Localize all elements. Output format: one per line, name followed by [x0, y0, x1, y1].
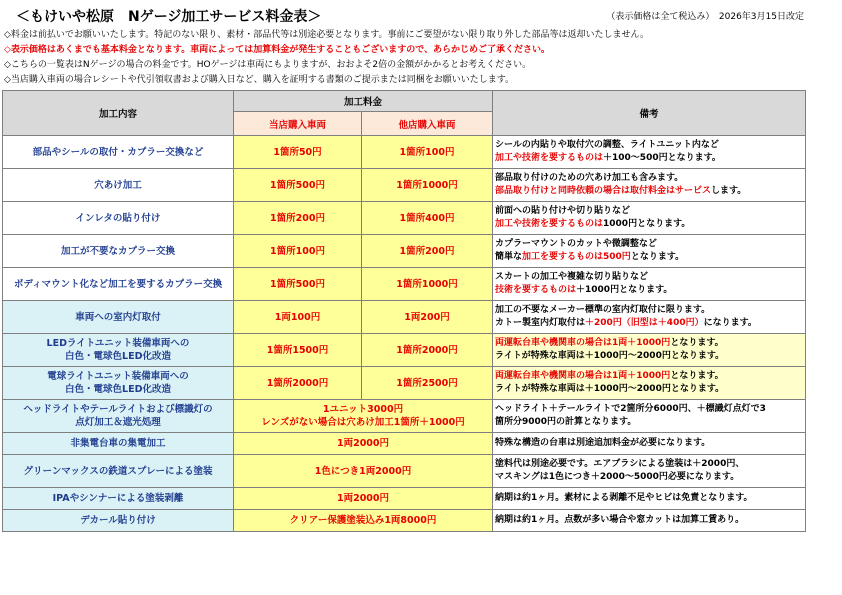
price-cell-other-store-purchase: 1箇所2000円	[362, 334, 493, 367]
service-name-text: 白色・電球色LED化改造	[65, 384, 171, 395]
remarks-line	[495, 416, 803, 429]
column-header-store-purchase: 当店購入車両	[234, 112, 362, 136]
price-cell-merged	[234, 510, 493, 532]
service-name-text: 部品やシールの取付・カプラー交換など	[32, 146, 204, 158]
remarks-text: スカートの加工や複雑な切り貼りなど	[495, 272, 649, 282]
service-name-text: インレタの貼り付け	[75, 212, 161, 224]
remarks-cell	[493, 268, 806, 301]
price-cell-merged	[234, 488, 493, 510]
column-header-remarks: 備考	[493, 91, 806, 136]
remarks-line	[495, 437, 803, 450]
service-name-text: 非集電台車の集電加工	[70, 438, 166, 449]
note-line: ◇料金は前払いでお願いいたします。特記のない限り、素材・部品代等は別途必要となります。事前にご要望がない限り取り外した部品等は返却いたしません。	[4, 30, 650, 40]
remarks-line	[495, 304, 803, 317]
remarks-text: となります。	[630, 252, 685, 262]
remarks-highlight-text: ＋200円（旧型は＋400円）	[585, 318, 704, 328]
table-row	[3, 169, 806, 202]
service-name-cell	[3, 202, 234, 235]
service-name-text: ボディマウント化など加工を要するカプラー交換	[13, 278, 223, 290]
price-cell-store-purchase: 1箇所50円	[234, 136, 362, 169]
service-name-cell	[3, 136, 234, 169]
price-cell-other-store-purchase: 1箇所1000円	[362, 268, 493, 301]
service-name-cell	[3, 488, 234, 510]
price-cell-store-purchase: 1箇所500円	[234, 169, 362, 202]
note-line: ◇こちらの一覧表はNゲージの場合の料金です。HOゲージは車両にもよりますが、おおよそ2倍の金額がかかるとお考えください。	[4, 60, 532, 70]
price-cell-other-store-purchase: 1箇所400円	[362, 202, 493, 235]
service-name-cell	[3, 268, 234, 301]
price-cell-other-store-purchase: 1箇所200円	[362, 235, 493, 268]
service-name-text: 車両への室内灯取付	[75, 311, 161, 323]
table-row	[3, 334, 806, 367]
service-name-text: グリーンマックスの鉄道スプレーによる塗装	[23, 465, 213, 477]
remarks-text: マスキングは1色につき＋2000～5000円必要になります。	[495, 472, 740, 482]
price-cell-store-purchase: 1箇所2000円	[234, 367, 362, 400]
price-cell-store-purchase: 1箇所100円	[234, 235, 362, 268]
price-text: 1両2000円	[336, 493, 390, 504]
remarks-highlight-text: 加工を要するものは500円	[522, 252, 631, 262]
price-text: 1ユニット3000円	[322, 404, 404, 415]
service-name-text: 電球ライトユニット装備車両への	[47, 371, 189, 382]
remarks-line	[495, 403, 803, 416]
page-title: ＜もけいや松原 Nゲージ加工サービス料金表＞	[16, 9, 322, 25]
remarks-text: 部品取り付けのための穴あけ加工も含みます。	[495, 173, 684, 183]
remarks-line	[495, 271, 803, 284]
remarks-text: ヘッドライト＋テールライトで2箇所分6000円、＋標識灯点灯で3	[495, 404, 766, 414]
remarks-highlight-text: 両運転台車や機関車の場合は1両＋1000円	[495, 338, 671, 348]
column-header-other-store-purchase: 他店購入車両	[362, 112, 493, 136]
table-row	[3, 455, 806, 488]
remarks-line	[495, 238, 803, 251]
price-cell-other-store-purchase: 1箇所1000円	[362, 169, 493, 202]
remarks-line	[495, 139, 803, 152]
remarks-text: 1000円となります。	[603, 219, 691, 229]
remarks-text: 前面への貼り付けや切り貼りなど	[495, 206, 631, 216]
remarks-text: シールの内貼りや取付穴の調整、ライトユニット内など	[495, 140, 719, 150]
remarks-highlight-text: 部品取り付けと同時依頼の場合は取付料金はサービス	[495, 186, 712, 196]
remarks-text: ＋100～500円となります。	[603, 153, 721, 163]
remarks-line	[495, 514, 803, 527]
service-name-cell	[3, 367, 234, 400]
price-table	[2, 90, 806, 532]
revision-date-note: （表示価格は全て税込み） 2026年3月15日改定	[606, 12, 804, 22]
remarks-text: カトー製室内灯取付は	[495, 318, 586, 328]
remarks-text: 簡単な	[495, 252, 523, 262]
price-cell-other-store-purchase: 1両200円	[362, 301, 493, 334]
remarks-cell	[493, 433, 806, 455]
remarks-text: カプラーマウントのカットや微調整など	[495, 239, 657, 249]
table-row	[3, 136, 806, 169]
remarks-text: 塗料代は別途必要です。エアブラシによる塗装は＋2000円、	[495, 459, 745, 469]
service-name-cell	[3, 455, 234, 488]
remarks-text: ライトが特殊な車両は＋1000円～2000円となります。	[495, 351, 725, 361]
remarks-cell	[493, 136, 806, 169]
remarks-line	[495, 172, 803, 185]
remarks-highlight-text: 加工や技術を要するものは	[495, 153, 604, 163]
remarks-line	[495, 284, 803, 297]
remarks-text: ライトが特殊な車両は＋1000円～2000円となります。	[495, 384, 725, 394]
table-row	[3, 510, 806, 532]
remarks-text: 加工の不要なメーカー標準の室内灯取付に限ります。	[495, 305, 711, 315]
remarks-cell	[493, 488, 806, 510]
table-row	[3, 400, 806, 433]
table-row	[3, 488, 806, 510]
remarks-text: ＋1000円となります。	[576, 285, 673, 295]
service-name-cell	[3, 169, 234, 202]
remarks-line	[495, 337, 803, 350]
remarks-line	[495, 350, 803, 363]
price-text: レンズがない場合は穴あけ加工1箇所＋1000円	[261, 417, 465, 428]
service-name-text: IPAやシンナーによる塗装剥離	[52, 493, 184, 504]
remarks-text: 納期は約1ヶ月。点数が多い場合や窓カットは加算工賃あり。	[495, 515, 745, 525]
note-line: ◇当店購入車両の場合レシートや代引領収書および購入日など、購入を証明する書類のご提示または同梱をお願いいたします。	[4, 75, 514, 85]
price-text: 1色につき1両2000円	[314, 465, 412, 477]
note-line: ◇表示価格はあくまでも基本料金となります。車両によっては加算料金が発生することもございますので、あらかじめご了承ください。	[4, 45, 551, 55]
notes-section	[4, 28, 838, 88]
remarks-line	[495, 458, 803, 471]
price-cell-other-store-purchase: 1箇所2500円	[362, 367, 493, 400]
price-cell-store-purchase: 1両100円	[234, 301, 362, 334]
remarks-line	[495, 471, 803, 484]
remarks-cell	[493, 202, 806, 235]
remarks-text: 納期は約1ヶ月。素材による剥離不足やヒビは免責となります。	[495, 493, 753, 503]
column-header-price: 加工料金	[234, 91, 493, 112]
remarks-line	[495, 205, 803, 218]
service-name-cell	[3, 334, 234, 367]
table-row	[3, 235, 806, 268]
remarks-line	[495, 185, 803, 198]
remarks-line	[495, 218, 803, 231]
remarks-text: となります。	[670, 338, 724, 348]
price-text: クリアー保護塗装込み1両8000円	[289, 515, 437, 526]
table-row	[3, 433, 806, 455]
table-row	[3, 268, 806, 301]
service-name-text: 点灯加工＆遮光処理	[75, 417, 161, 428]
price-cell-other-store-purchase: 1箇所100円	[362, 136, 493, 169]
remarks-line	[495, 152, 803, 165]
service-name-text: 穴あけ加工	[94, 179, 142, 191]
price-cell-merged	[234, 455, 493, 488]
remarks-text: となります。	[670, 371, 724, 381]
remarks-highlight-text: 両運転台車や機関車の場合は1両＋1000円	[495, 371, 671, 381]
remarks-cell	[493, 400, 806, 433]
remarks-text: します。	[711, 186, 747, 196]
service-name-text: ヘッドライトやテールライトおよび標識灯の	[23, 404, 213, 415]
remarks-line	[495, 251, 803, 264]
remarks-cell	[493, 367, 806, 400]
remarks-text: 特殊な構造の台車は別途追加料金が必要になります。	[495, 438, 711, 448]
table-row	[3, 367, 806, 400]
service-name-text: LEDライトユニット装備車両への	[46, 338, 190, 349]
table-row	[3, 202, 806, 235]
service-name-cell	[3, 235, 234, 268]
remarks-line	[495, 317, 803, 330]
price-cell-store-purchase: 1箇所1500円	[234, 334, 362, 367]
remarks-highlight-text: 技術を要するものは	[495, 285, 577, 295]
price-cell-merged	[234, 433, 493, 455]
remarks-cell	[493, 510, 806, 532]
remarks-cell	[493, 301, 806, 334]
remarks-line	[495, 492, 803, 505]
remarks-cell	[493, 334, 806, 367]
price-cell-merged	[234, 400, 493, 433]
service-name-text: 白色・電球色LED化改造	[65, 351, 171, 362]
remarks-cell	[493, 169, 806, 202]
service-name-cell	[3, 400, 234, 433]
remarks-highlight-text: 加工や技術を要するものは	[495, 219, 604, 229]
remarks-cell	[493, 235, 806, 268]
service-name-text: デカール貼り付け	[80, 515, 156, 526]
remarks-line	[495, 370, 803, 383]
remarks-line	[495, 383, 803, 396]
service-name-cell	[3, 510, 234, 532]
table-row	[3, 301, 806, 334]
service-name-cell	[3, 433, 234, 455]
column-header-item: 加工内容	[3, 91, 234, 136]
service-name-text: 加工が不要なカプラー交換	[60, 245, 175, 257]
remarks-text: になります。	[703, 318, 757, 328]
service-name-cell	[3, 301, 234, 334]
price-cell-store-purchase: 1箇所500円	[234, 268, 362, 301]
remarks-text: 箇所分9000円の計算となります。	[495, 417, 637, 427]
remarks-cell	[493, 455, 806, 488]
price-text: 1両2000円	[336, 438, 390, 449]
price-cell-store-purchase: 1箇所200円	[234, 202, 362, 235]
